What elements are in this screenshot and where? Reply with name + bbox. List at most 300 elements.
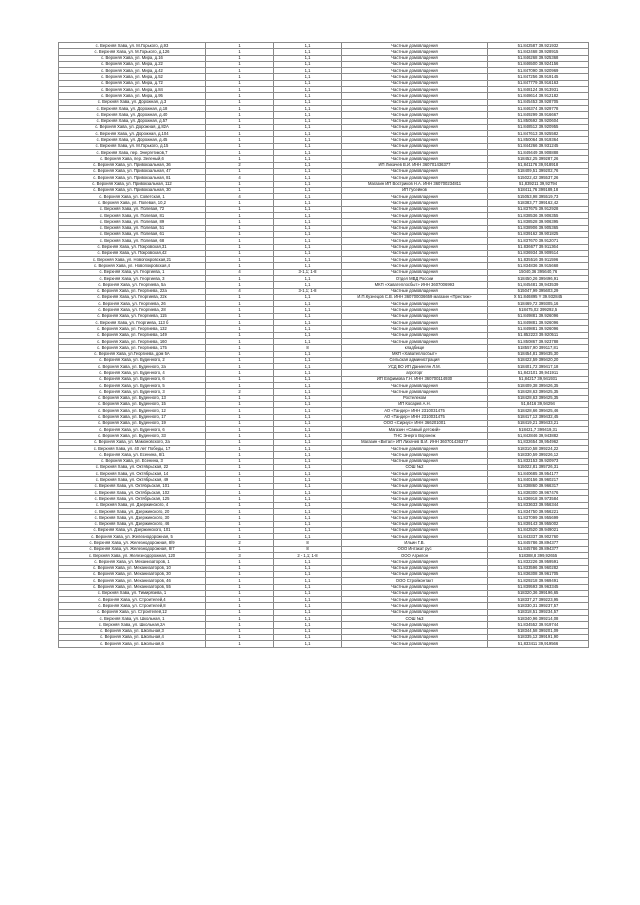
coordinates-cell: 51.833596 39.960282 bbox=[488, 565, 589, 571]
owner-cell: Ильин Г.В. bbox=[342, 540, 488, 546]
address-cell: с. Верхняя Хава, ул. Октябрьская, 101 bbox=[59, 483, 206, 489]
owner-cell: Частные домовладения bbox=[342, 194, 488, 200]
volume-cell: 1,1 bbox=[274, 238, 342, 244]
container-count-cell: 1 bbox=[206, 187, 274, 193]
address-cell: с. Верхняя Хава, ул. Механизаторов, 30 bbox=[59, 571, 206, 577]
address-cell: с. Верхняя Хава, ул. Тимирязева, 1 bbox=[59, 590, 206, 596]
address-cell: с. Верхняя Хава, ул. Буденного, 13 bbox=[59, 395, 206, 401]
owner-cell: Частные домовладения bbox=[342, 301, 488, 307]
coordinates-cell: 51.842587 39.921932 bbox=[488, 43, 589, 49]
container-count-cell: 1 bbox=[206, 118, 274, 124]
coordinates-cell: 51.838536 39.906355 bbox=[488, 213, 589, 219]
owner-cell: агроторг bbox=[342, 370, 488, 376]
container-count-cell: 1 bbox=[206, 55, 274, 61]
address-cell: с. Верхняя Хава, ул. Привокзальная, 47 bbox=[59, 168, 206, 174]
owner-cell: Частные домовладения bbox=[342, 263, 488, 269]
coordinates-cell: 518330,59 399226,12 bbox=[488, 452, 589, 458]
volume-cell: 1,1 bbox=[274, 477, 342, 483]
volume-cell: 1,1 bbox=[274, 175, 342, 181]
container-count-cell: 1 bbox=[206, 275, 274, 281]
container-count-cell: 1 bbox=[206, 238, 274, 244]
volume-cell: 1,1 bbox=[274, 603, 342, 609]
container-count-cell: 1 bbox=[206, 383, 274, 389]
owner-cell: ООО Стройконтакт bbox=[342, 578, 488, 584]
coordinates-cell: 51.840685 39.954177 bbox=[488, 471, 589, 477]
address-cell: с. Верхняя Хава, ул. Мира, д.22 bbox=[59, 61, 206, 67]
volume-cell: 1,1 bbox=[274, 301, 342, 307]
container-count-cell: 1 bbox=[206, 565, 274, 571]
volume-cell: 1,1 bbox=[274, 433, 342, 439]
container-count-cell: 4 bbox=[206, 269, 274, 275]
container-count-cell: 1 bbox=[206, 446, 274, 452]
container-count-cell: 1 bbox=[206, 250, 274, 256]
container-count-cell: 2 bbox=[206, 389, 274, 395]
container-count-cell: 1 bbox=[206, 571, 274, 577]
container-count-cell: 1 bbox=[206, 439, 274, 445]
address-cell: с. Верхняя Хава, ул. Школьная,4 bbox=[59, 634, 206, 640]
container-count-cell: 1 bbox=[206, 597, 274, 603]
address-cell: с. Верхняя Хава, ул. Мира, д.42 bbox=[59, 68, 206, 74]
container-count-cell: 1 bbox=[206, 99, 274, 105]
volume-cell: 1,1 bbox=[274, 74, 342, 80]
waste-sites-table bbox=[58, 42, 589, 648]
volume-cell: 1,1 bbox=[274, 389, 342, 395]
volume-cell: 1,1 bbox=[274, 263, 342, 269]
container-count-cell: 1 bbox=[206, 628, 274, 634]
address-cell: с. Верхняя Хава, ул. Октябрьская, 49 bbox=[59, 477, 206, 483]
volume-cell: 1,1 bbox=[274, 515, 342, 521]
container-count-cell: 1 bbox=[206, 508, 274, 514]
container-count-cell: 1 bbox=[206, 452, 274, 458]
volume-cell: 8 bbox=[274, 540, 342, 546]
owner-cell: Магазин «Витал» ИП Лихачев В.И. ИНН 360701436377 bbox=[342, 439, 488, 445]
owner-cell: ООО Интакат рус bbox=[342, 546, 488, 552]
volume-cell: 1,1 bbox=[274, 181, 342, 187]
coordinates-cell: 51.836677 39.911364 bbox=[488, 244, 589, 250]
address-cell: с. Верхняя Хава, ул. Покровская,31 bbox=[59, 244, 206, 250]
owner-cell: Частные домовладения bbox=[342, 527, 488, 533]
volume-cell: 1,1 bbox=[274, 490, 342, 496]
address-cell: с. Верхняя Хава, ул. М.Горького, д.15 bbox=[59, 143, 206, 149]
owner-cell: Частные домовладения bbox=[342, 143, 488, 149]
volume-cell: 1,1 bbox=[274, 162, 342, 168]
address-cell: с. Верхняя Хава, ул. Октябрьская, 102 bbox=[59, 490, 206, 496]
container-count-cell: 1 bbox=[206, 534, 274, 540]
volume-cell: 1,1 bbox=[274, 408, 342, 414]
volume-cell: 1,1 bbox=[274, 502, 342, 508]
volume-cell: 1,1 bbox=[274, 609, 342, 615]
owner-cell: МКП «Хаватеплосбыт» ИНН 3607006993 bbox=[342, 282, 488, 288]
volume-cell: 1,1 bbox=[274, 250, 342, 256]
container-count-cell: 1 bbox=[206, 206, 274, 212]
address-cell: с. Верхняя Хава, ул. Георгиева, 113 б bbox=[59, 320, 206, 326]
owner-cell: Частные домовладения bbox=[342, 458, 488, 464]
owner-cell: Частные домовладения bbox=[342, 490, 488, 496]
container-count-cell: 1 bbox=[206, 332, 274, 338]
address-cell: с. Верхняя Хава, ул. Есенина, 3 bbox=[59, 458, 206, 464]
address-cell: с. Верхняя Хава, ул. Дорожная, д.40 bbox=[59, 112, 206, 118]
address-cell: с. Верхняя Хава, ул. Буденного, 19 bbox=[59, 420, 206, 426]
container-count-cell: 1 bbox=[206, 231, 274, 237]
volume-cell: 3-1,1; 1-8 bbox=[274, 288, 342, 294]
owner-cell: Частные домовладения bbox=[342, 156, 488, 162]
coordinates-cell: 515022,81 395726,31 bbox=[488, 464, 589, 470]
coordinates-cell: 51.842468 39.928915 bbox=[488, 49, 589, 55]
owner-cell: Частные домовладения bbox=[342, 137, 488, 143]
coordinates-cell: 51.847090 39.920969 bbox=[488, 68, 589, 74]
address-cell: с. Верхняя Хава, ул. М.Горького, д.126 bbox=[59, 49, 206, 55]
coordinates-cell: 51,841176 39,918918 bbox=[488, 162, 589, 168]
container-count-cell: 1 bbox=[206, 338, 274, 344]
owner-cell: Частные домовладения bbox=[342, 383, 488, 389]
owner-cell: Частные домовладения bbox=[342, 231, 488, 237]
container-count-cell: 1 bbox=[206, 168, 274, 174]
coordinates-cell: 51.850064 39.919364 bbox=[488, 137, 589, 143]
volume-cell: 1,1 bbox=[274, 225, 342, 231]
coordinates-cell: 51.835516 39.911596 bbox=[488, 257, 589, 263]
volume-cell: 1,1 bbox=[274, 521, 342, 527]
owner-cell: Частные домовладения bbox=[342, 93, 488, 99]
volume-cell: 1,1 bbox=[274, 49, 342, 55]
address-cell: с. Верхняя Хава, ул. Строителей,4 bbox=[59, 597, 206, 603]
owner-cell: Частные домовладения bbox=[342, 288, 488, 294]
container-count-cell: 1 bbox=[206, 137, 274, 143]
owner-cell: Частные домовладения bbox=[342, 238, 488, 244]
owner-cell: ООО Агрилон bbox=[342, 553, 488, 559]
address-cell: с. Верхняя Хава, ул. Георгиева, 175 bbox=[59, 345, 206, 351]
address-cell: с. Верхняя Хава, ул. Буденного, 6 bbox=[59, 376, 206, 382]
owner-cell: Частные домовладения bbox=[342, 49, 488, 55]
address-cell: с. Верхняя Хава, ул. Полевая, 89 bbox=[59, 219, 206, 225]
address-cell: с. Верхняя Хава, ул. Дорожная, д.82А bbox=[59, 124, 206, 130]
container-count-cell: 1 bbox=[206, 345, 274, 351]
coordinates-cell: 518422,59 399420,20 bbox=[488, 357, 589, 363]
owner-cell: Частные домовладения bbox=[342, 150, 488, 156]
container-count-cell: 1 bbox=[206, 124, 274, 130]
coordinates-cell: 51.848614 39.912182 bbox=[488, 93, 589, 99]
owner-cell: ИП Лихачев В.И. ИНН 360701436377 bbox=[342, 162, 488, 168]
coordinates-cell: 518411,76 399189,18 bbox=[488, 187, 589, 193]
owner-cell: ИП Елфимова Г.Н. ИНН 360700114930 bbox=[342, 376, 488, 382]
volume-cell: 1,1 bbox=[274, 244, 342, 250]
volume-cell: 1,1 bbox=[274, 168, 342, 174]
container-count-cell: 1 bbox=[206, 301, 274, 307]
container-count-cell: 2 bbox=[206, 162, 274, 168]
owner-cell: Частные домовладения bbox=[342, 597, 488, 603]
volume-cell: 1,1 bbox=[274, 622, 342, 628]
owner-cell: Частные домовладения bbox=[342, 244, 488, 250]
coordinates-cell: 515022,42 395537,26 bbox=[488, 175, 589, 181]
owner-cell: Частные домовладения bbox=[342, 68, 488, 74]
address-cell: с. Верхняя Хава, ул. Привокзальная, 30 bbox=[59, 187, 206, 193]
coordinates-cell: 518388,8 399,92655 bbox=[488, 553, 589, 559]
coordinates-cell: 51,842101 39,941911 bbox=[488, 370, 589, 376]
coordinates-cell: 51.840156 39.960217 bbox=[488, 477, 589, 483]
address-cell: с. Верхняя Хава, ул. Железнодорожная, 8/9 bbox=[59, 540, 206, 546]
container-count-cell: 1 bbox=[206, 622, 274, 628]
address-cell: с. Верхняя Хава, ул. Полевая, 10,2 bbox=[59, 200, 206, 206]
container-count-cell: 1 bbox=[206, 320, 274, 326]
volume-cell: 1,1 bbox=[274, 628, 342, 634]
owner-cell: АО «Тандер» ИНН 2310031475 bbox=[342, 414, 488, 420]
coordinates-cell: 51.849881 39.926096 bbox=[488, 326, 589, 332]
container-count-cell: 1 bbox=[206, 376, 274, 382]
owner-cell: Частные домовладения bbox=[342, 74, 488, 80]
owner-cell: Частные домовладения bbox=[342, 622, 488, 628]
container-count-cell: 1 bbox=[206, 143, 274, 149]
coordinates-cell: 518344,58 399201,09 bbox=[488, 628, 589, 634]
coordinates-cell: 51.836934 39.909514 bbox=[488, 250, 589, 256]
owner-cell: Частные домовладения bbox=[342, 534, 488, 540]
coordinates-cell: 518330,31 399237,57 bbox=[488, 603, 589, 609]
volume-cell: 1,1 bbox=[274, 105, 342, 111]
volume-cell: 1,1 bbox=[274, 282, 342, 288]
coordinates-cell: 51.845786 39.894377 bbox=[488, 546, 589, 552]
container-count-cell: 1 bbox=[206, 559, 274, 565]
container-count-cell: 2 bbox=[206, 540, 274, 546]
owner-cell: Магазин ИП Востриков Н.А. ИНН 360700234811 bbox=[342, 181, 488, 187]
owner-cell: Частные домовладения bbox=[342, 496, 488, 502]
coordinates-cell: 51.845786 39.894377 bbox=[488, 540, 589, 546]
container-count-cell: 1 bbox=[206, 578, 274, 584]
volume-cell: 1,1 bbox=[274, 641, 342, 647]
coordinates-cell: 518340,96 399214,08 bbox=[488, 616, 589, 622]
container-count-cell: 1 bbox=[206, 496, 274, 502]
owner-cell: Частные домовладения bbox=[342, 521, 488, 527]
address-cell: с. Верхняя Хава, ул. Дзержинского, 20 bbox=[59, 508, 206, 514]
address-cell: с. Верхняя Хава, ул. Привокзальная, 36 bbox=[59, 162, 206, 168]
address-cell: с. Верхняя Хава, ул. Георгиева, 22к bbox=[59, 294, 206, 300]
coordinates-cell: 518409,51 399202,76 bbox=[488, 168, 589, 174]
address-cell: с. Верхняя Хава, ул. Железнодорожная, 5 bbox=[59, 534, 206, 540]
coordinates-cell: 51.838860 39.966317 bbox=[488, 483, 589, 489]
coordinates-cell: 518469,72 399305,16 bbox=[488, 301, 589, 307]
volume-cell: 1,1 bbox=[274, 137, 342, 143]
owner-cell: Частные домовладения bbox=[342, 628, 488, 634]
coordinates-cell: 51,84217 39,941931 bbox=[488, 376, 589, 382]
coordinates-cell: 518401,72 399417,18 bbox=[488, 364, 589, 370]
owner-cell: Частные домовладения bbox=[342, 99, 488, 105]
container-count-cell: 1 bbox=[206, 616, 274, 622]
address-cell: с. Верхняя Хава, ул. Школьная,6 bbox=[59, 641, 206, 647]
coordinates-cell: 51.837099 39.955699 bbox=[488, 515, 589, 521]
volume-cell: 1,1 bbox=[274, 508, 342, 514]
owner-cell: Частные домовладения bbox=[342, 200, 488, 206]
owner-cell: Частные домовладения bbox=[342, 87, 488, 93]
owner-cell: Частные домовладения bbox=[342, 225, 488, 231]
volume-cell: 1,1 bbox=[274, 370, 342, 376]
container-count-cell: 1 bbox=[206, 502, 274, 508]
owner-cell: СОШ №3 bbox=[342, 616, 488, 622]
volume-cell: 1,1 bbox=[274, 200, 342, 206]
volume-cell: 1,1 bbox=[274, 578, 342, 584]
container-count-cell: 1 bbox=[206, 219, 274, 225]
container-count-cell: 1 bbox=[206, 307, 274, 313]
coordinates-cell: 51,842846 39,943882 bbox=[488, 433, 589, 439]
volume-cell: 8 bbox=[274, 546, 342, 552]
address-cell: с. Верхняя Хава, ул. Полевая, 81 bbox=[59, 213, 206, 219]
coordinates-cell: 51,833411 39,919566 bbox=[488, 641, 589, 647]
container-count-cell: 1 bbox=[206, 490, 274, 496]
container-count-cell: 4 bbox=[206, 288, 274, 294]
volume-cell: 1,1 bbox=[274, 231, 342, 237]
volume-cell: 1,1 bbox=[274, 118, 342, 124]
coordinates-cell: 51.832153 39.920973 bbox=[488, 458, 589, 464]
address-cell: с. Верхняя Хава, ул. Октябрьская, 22 bbox=[59, 464, 206, 470]
address-cell: с. Верхняя Хава, ул. Советская, 1 bbox=[59, 194, 206, 200]
owner-cell: Сельская администрация bbox=[342, 357, 488, 363]
address-cell: с. Верхняя Хава, ул. Дорожная, д.45 bbox=[59, 137, 206, 143]
volume-cell: 1,1 bbox=[274, 93, 342, 99]
volume-cell: 1,1 bbox=[274, 634, 342, 640]
address-cell: с. Верхняя Хава, ул. Георгиева, 26 bbox=[59, 301, 206, 307]
coordinates-cell: 51.846500 39.924156 bbox=[488, 61, 589, 67]
coordinates-cell: 51.852223 39.920511 bbox=[488, 332, 589, 338]
volume-cell: 1,1 bbox=[274, 131, 342, 137]
container-count-cell: 1 bbox=[206, 43, 274, 49]
volume-cell: 1,1 bbox=[274, 112, 342, 118]
owner-cell: Частные домовладения bbox=[342, 269, 488, 275]
volume-cell: 1,1 bbox=[274, 313, 342, 319]
coordinates-cell: 518428,63 399425,35 bbox=[488, 395, 589, 401]
owner-cell: Частные домовладения bbox=[342, 219, 488, 225]
owner-cell: Частные домовладения bbox=[342, 338, 488, 344]
address-cell: с. Верхняя Хава, ул. Буденного, 12 bbox=[59, 408, 206, 414]
volume-cell: 1,1 bbox=[274, 275, 342, 281]
coordinates-cell: 51.849881 39.926096 bbox=[488, 313, 589, 319]
address-cell: с. Верхняя Хава, ул. Дорожная, д.18 bbox=[59, 105, 206, 111]
table-row bbox=[59, 641, 589, 647]
container-count-cell: 1 bbox=[206, 395, 274, 401]
container-count-cell: 1 bbox=[206, 80, 274, 86]
table-body bbox=[59, 43, 589, 648]
address-cell: с. Верхняя Хава, ул. Буденного, 3 bbox=[59, 389, 206, 395]
coordinates-cell: 518310,58 399224,22 bbox=[488, 446, 589, 452]
owner-cell: Частные домовладения bbox=[342, 332, 488, 338]
address-cell: с. Верхняя Хава, ул. Механизаторов, 1 bbox=[59, 559, 206, 565]
coordinates-cell: 51.837670 39.912071 bbox=[488, 238, 589, 244]
owner-cell: Частные домовладения bbox=[342, 131, 488, 137]
coordinates-cell: 515053,98 395519,73 bbox=[488, 194, 589, 200]
container-count-cell: 1 bbox=[206, 244, 274, 250]
address-cell: с. Верхняя Хава, ул. Полевая, 61 bbox=[59, 231, 206, 237]
volume-cell: 1,1 bbox=[274, 414, 342, 420]
address-cell: с. Верхняя Хава, ул. Буденного, 4 bbox=[59, 370, 206, 376]
coordinates-cell: 51.850592 39.920604 bbox=[488, 118, 589, 124]
volume-cell: 1,1 bbox=[274, 351, 342, 357]
volume-cell: 1,1 bbox=[274, 597, 342, 603]
volume-cell: 1,1 bbox=[274, 338, 342, 344]
address-cell: с. Верхняя Хава, ул. Школьная, 1 bbox=[59, 616, 206, 622]
owner-cell: Частные домовладения bbox=[342, 389, 488, 395]
address-cell: с. Верхняя Хава, ул. Георгиева, 3 bbox=[59, 275, 206, 281]
owner-cell: Частные домовладения bbox=[342, 446, 488, 452]
container-count-cell: 1 bbox=[206, 105, 274, 111]
volume-cell: 1,1 bbox=[274, 156, 342, 162]
address-cell: с. Верхняя Хава, ул. Дзержинского, 46 bbox=[59, 521, 206, 527]
owner-cell: Частные домовладения bbox=[342, 124, 488, 130]
coordinates-cell: 518428,63 399425,35 bbox=[488, 389, 589, 395]
volume-cell: 1,1 bbox=[274, 99, 342, 105]
owner-cell: ООО «Сириус» ИНН 366201001 bbox=[342, 420, 488, 426]
volume-cell: 1,1 bbox=[274, 565, 342, 571]
volume-cell: 1,1 bbox=[274, 294, 342, 300]
address-cell: с. Верхняя Хава, ул. Мира, д.95 bbox=[59, 93, 206, 99]
owner-cell: Частные домовладения bbox=[342, 584, 488, 590]
address-cell: с. Верхняя Хава, ул. Октябрьская, 14 bbox=[59, 471, 206, 477]
volume-cell: 1,1 bbox=[274, 357, 342, 363]
owner-cell: Частные домовладения bbox=[342, 313, 488, 319]
address-cell: с. Верхняя Хава, ул. Мира, д.84 bbox=[59, 87, 206, 93]
coordinates-cell: 51.839143 39.955002 bbox=[488, 521, 589, 527]
container-count-cell: 1 bbox=[206, 609, 274, 615]
volume-cell: 1,1 bbox=[274, 43, 342, 49]
owner-cell: Отдел МВД России bbox=[342, 275, 488, 281]
address-cell: с. Верхняя Хава, ул. Буденного, 5 bbox=[59, 383, 206, 389]
container-count-cell: 1 bbox=[206, 477, 274, 483]
coordinates-cell: 51,845481 39,943539 bbox=[488, 282, 589, 288]
coordinates-cell: 518475,02 399292,5 bbox=[488, 307, 589, 313]
volume-cell: 1,1 bbox=[274, 124, 342, 130]
address-cell: с. Верхняя Хава, ул. Георгиева, 28 bbox=[59, 307, 206, 313]
container-count-cell: 1 bbox=[206, 527, 274, 533]
owner-cell: Частные домовладения bbox=[342, 250, 488, 256]
volume-cell: 1,1 bbox=[274, 420, 342, 426]
container-count-cell: 1 bbox=[206, 584, 274, 590]
coordinates-cell: 51.842520 39.949021 bbox=[488, 527, 589, 533]
owner-cell: Частные домовладения bbox=[342, 105, 488, 111]
address-cell: с. Верхняя Хава, ул. Есенина, 8/1 bbox=[59, 452, 206, 458]
coordinates-cell: 518320,36 399196,65 bbox=[488, 590, 589, 596]
coordinates-cell: 51,839211 39,92794 bbox=[488, 181, 589, 187]
container-count-cell: 1 bbox=[206, 483, 274, 489]
container-count-cell: 1 bbox=[206, 634, 274, 640]
coordinates-cell: 51.849299 39.916667 bbox=[488, 112, 589, 118]
address-cell: с. Верхняя Хава, ул. Мира, д.72 bbox=[59, 80, 206, 86]
coordinates-cell: 51.848512 39.920955 bbox=[488, 124, 589, 130]
volume-cell: 2 - 1,1; 1-8 bbox=[274, 553, 342, 559]
container-count-cell: 1 bbox=[206, 420, 274, 426]
address-cell: с. Верхняя Хава, ул. Школьная,3 bbox=[59, 628, 206, 634]
volume-cell: 1,1 bbox=[274, 187, 342, 193]
container-count-cell: 1 bbox=[206, 257, 274, 263]
coordinates-cell: 51.847256 39.919145 bbox=[488, 74, 589, 80]
volume-cell: 1,1 bbox=[274, 471, 342, 477]
volume-cell: 8 bbox=[274, 345, 342, 351]
volume-cell: 1,1 bbox=[274, 446, 342, 452]
owner-cell: Частные домовладения bbox=[342, 452, 488, 458]
address-cell: с. Верхняя Хава, ул. М.Горького, д.93 bbox=[59, 43, 206, 49]
container-count-cell: 1 bbox=[206, 370, 274, 376]
owner-cell: Частные домовладения bbox=[342, 603, 488, 609]
container-count-cell: 1 bbox=[206, 515, 274, 521]
address-cell: с. Верхняя Хава, ул. Механизаторов, 10 bbox=[59, 565, 206, 571]
volume-cell: 1,1 bbox=[274, 143, 342, 149]
container-count-cell: 1 bbox=[206, 603, 274, 609]
volume-cell: 1,1 bbox=[274, 559, 342, 565]
coordinates-cell: 51.849881 39.926096 bbox=[488, 320, 589, 326]
volume-cell: 1,1 bbox=[274, 584, 342, 590]
container-count-cell: 1 bbox=[206, 131, 274, 137]
container-count-cell: 1 bbox=[206, 427, 274, 433]
coordinates-cell: 51.846268 39.925368 bbox=[488, 55, 589, 61]
address-cell: с. Верхняя Хава, ул. Буденного, 2а bbox=[59, 364, 206, 370]
owner-cell: ТНС Энерго Воронеж bbox=[342, 433, 488, 439]
owner-cell: Частные домовладения bbox=[342, 641, 488, 647]
container-count-cell: 4 bbox=[206, 194, 274, 200]
address-cell: с. Верхняя Хава, ул. Дзержинского, 101 bbox=[59, 527, 206, 533]
address-cell: с. Верхняя Хава, ул. Георгиева, 1 bbox=[59, 269, 206, 275]
